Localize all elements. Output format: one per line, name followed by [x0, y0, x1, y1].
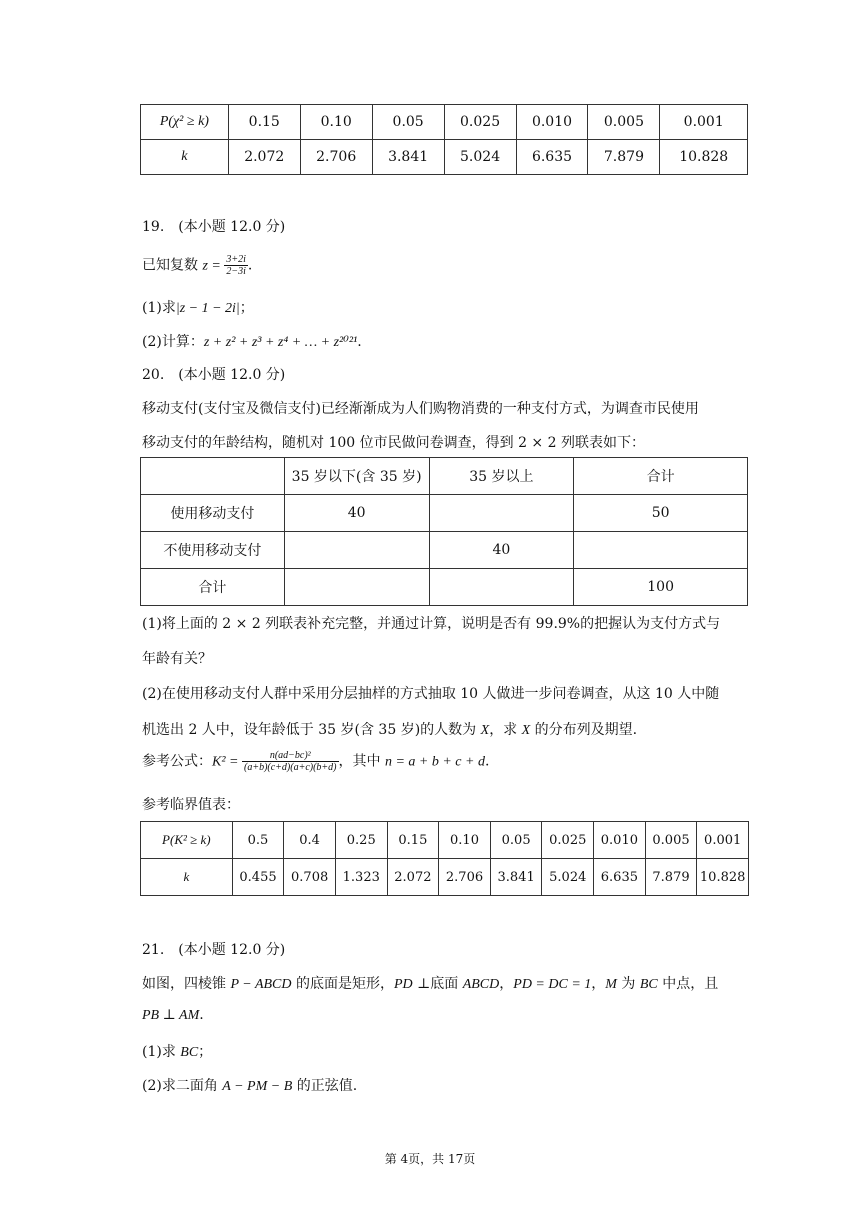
table-cell: 0.708: [284, 859, 336, 896]
table-cell: [574, 532, 748, 569]
q21-header: 21. (本小题 12.0 分): [142, 942, 286, 958]
table-cell: 7.879: [645, 859, 697, 896]
table-row: [141, 140, 748, 175]
table-cell: 35 岁以下(含 35 岁): [284, 458, 429, 495]
table-cell: [284, 569, 429, 606]
q20-line2: 移动支付的年龄结构，随机对 100 位市民做问卷调查，得到 2 × 2 列联表如下：: [142, 435, 645, 451]
q20-part1-line2: 年龄有关？: [142, 651, 212, 667]
table-cell: 6.635: [516, 140, 588, 175]
table-cell: 6.635: [594, 859, 646, 896]
table-row: [141, 105, 748, 140]
table-cell: k: [141, 859, 233, 896]
table-cell: [429, 569, 574, 606]
table-cell: 2.706: [439, 859, 491, 896]
table-cell: 合计: [141, 569, 285, 606]
table-cell: 35 岁以上: [429, 458, 574, 495]
table-cell: 不使用移动支付: [141, 532, 285, 569]
table-cell: 0.15: [387, 822, 439, 859]
table-cell: 0.10: [300, 105, 372, 140]
table-cell: 0.010: [594, 822, 646, 859]
table-cell: 2.072: [387, 859, 439, 896]
table-cell: 0.005: [645, 822, 697, 859]
table-cell: 0.010: [516, 105, 588, 140]
q21-line2: PB ⊥ AM.: [142, 1007, 204, 1023]
q20-part1-line1: (1)将上面的 2 × 2 列联表补充完整，并通过计算，说明是否有 99.9%的把握认为支付方式与: [142, 616, 721, 632]
table-cell: 0.10: [439, 822, 491, 859]
table-cell: 40: [429, 532, 574, 569]
table-cell: 2.072: [228, 140, 300, 175]
q20-part2-line1: (2)在使用移动支付人群中采用分层抽样的方式抽取 10 人做进一步问卷调查，从这 10 人中随: [142, 686, 720, 702]
page-footer: 第 4页，共 17页: [384, 1152, 476, 1166]
q19-part1: (1)求|z − 1 − 2i|；: [142, 300, 254, 316]
table-row: [141, 822, 749, 859]
q20-line1: 移动支付(支付宝及微信支付)已经渐渐成为人们购物消费的一种支付方式，为调查市民使用: [142, 401, 699, 417]
q19-intro: 已知复数 z = $\frac{3+2i}{2-3i}$ .: [142, 254, 253, 277]
formula-fraction: $\frac{\text{n(ad−bc)²}}{(a+b)(c+d)(a+c)(b+d)}$: [243, 750, 337, 773]
table-cell: 0.15: [228, 105, 300, 140]
q20-header: 20. (本小题 12.0 分): [142, 367, 286, 383]
q20-part2-line2: 机选出 2 人中，设年龄低于 35 岁(含 35 岁)的人数为 X，求 X 的分布列及期望.: [142, 722, 638, 738]
table-cell: 0.025: [444, 105, 516, 140]
table-cell: 3.841: [372, 140, 444, 175]
q21-part1: (1)求 BC；: [142, 1044, 213, 1060]
contingency-table: [140, 457, 748, 606]
table-cell: 5.024: [444, 140, 516, 175]
table-cell: 0.005: [588, 105, 660, 140]
table-row: [141, 458, 748, 495]
table-cell: 合计: [574, 458, 748, 495]
table-row: [141, 495, 748, 532]
table-cell: 使用移动支付: [141, 495, 285, 532]
table-cell: 0.05: [372, 105, 444, 140]
table-cell: 10.828: [697, 859, 749, 896]
q21-part2: (2)求二面角 A − PM − B 的正弦值.: [142, 1078, 358, 1094]
table-cell: k: [141, 140, 229, 175]
table-cell: 7.879: [588, 140, 660, 175]
table-cell: 50: [574, 495, 748, 532]
table-cell: 0.001: [697, 822, 749, 859]
table-cell: [141, 458, 285, 495]
table-row: [141, 569, 748, 606]
table-cell: 0.05: [490, 822, 542, 859]
table-cell: 0.25: [335, 822, 387, 859]
table-cell: 0.5: [232, 822, 284, 859]
critical-value-table-k2: [140, 821, 749, 896]
table-cell: 0.001: [660, 105, 748, 140]
q21-line1: 如图，四棱锥 P − ABCD 的底面是矩形，PD ⊥底面 ABCD，PD = DC = 1，M 为 BC 中点，且: [142, 976, 719, 992]
table-cell: P(K² ≥ k): [141, 822, 233, 859]
table-cell: 5.024: [542, 859, 594, 896]
table-cell: [429, 495, 574, 532]
table-cell: [284, 532, 429, 569]
table-cell: 0.455: [232, 859, 284, 896]
table-cell: 0.4: [284, 822, 336, 859]
table-row: [141, 532, 748, 569]
table-cell: 0.025: [542, 822, 594, 859]
q19-part2: (2)计算：z + z² + z³ + z⁴ + … + z²⁰²¹.: [142, 334, 362, 350]
table-cell: 10.828: [660, 140, 748, 175]
q19-fraction: $\frac{3+2i}{2-3i}$: [226, 254, 246, 277]
table-cell: 100: [574, 569, 748, 606]
q20-formula: 参考公式：K² = $\frac{\text{n(ad−bc)²}}{(a+b)(c+d)(a+c)(b+d)}$ ，其中 n = a + b + c + d.: [142, 750, 490, 773]
table-cell: 40: [284, 495, 429, 532]
table-cell: 1.323: [335, 859, 387, 896]
q20-ref-label: 参考临界值表：: [142, 797, 240, 813]
table-cell: P(χ² ≥ k): [141, 105, 229, 140]
table-cell: 3.841: [490, 859, 542, 896]
table-cell: 2.706: [300, 140, 372, 175]
critical-value-table-chi2: [140, 104, 748, 175]
table-row: [141, 859, 749, 896]
q19-header: 19. (本小题 12.0 分): [142, 219, 286, 235]
